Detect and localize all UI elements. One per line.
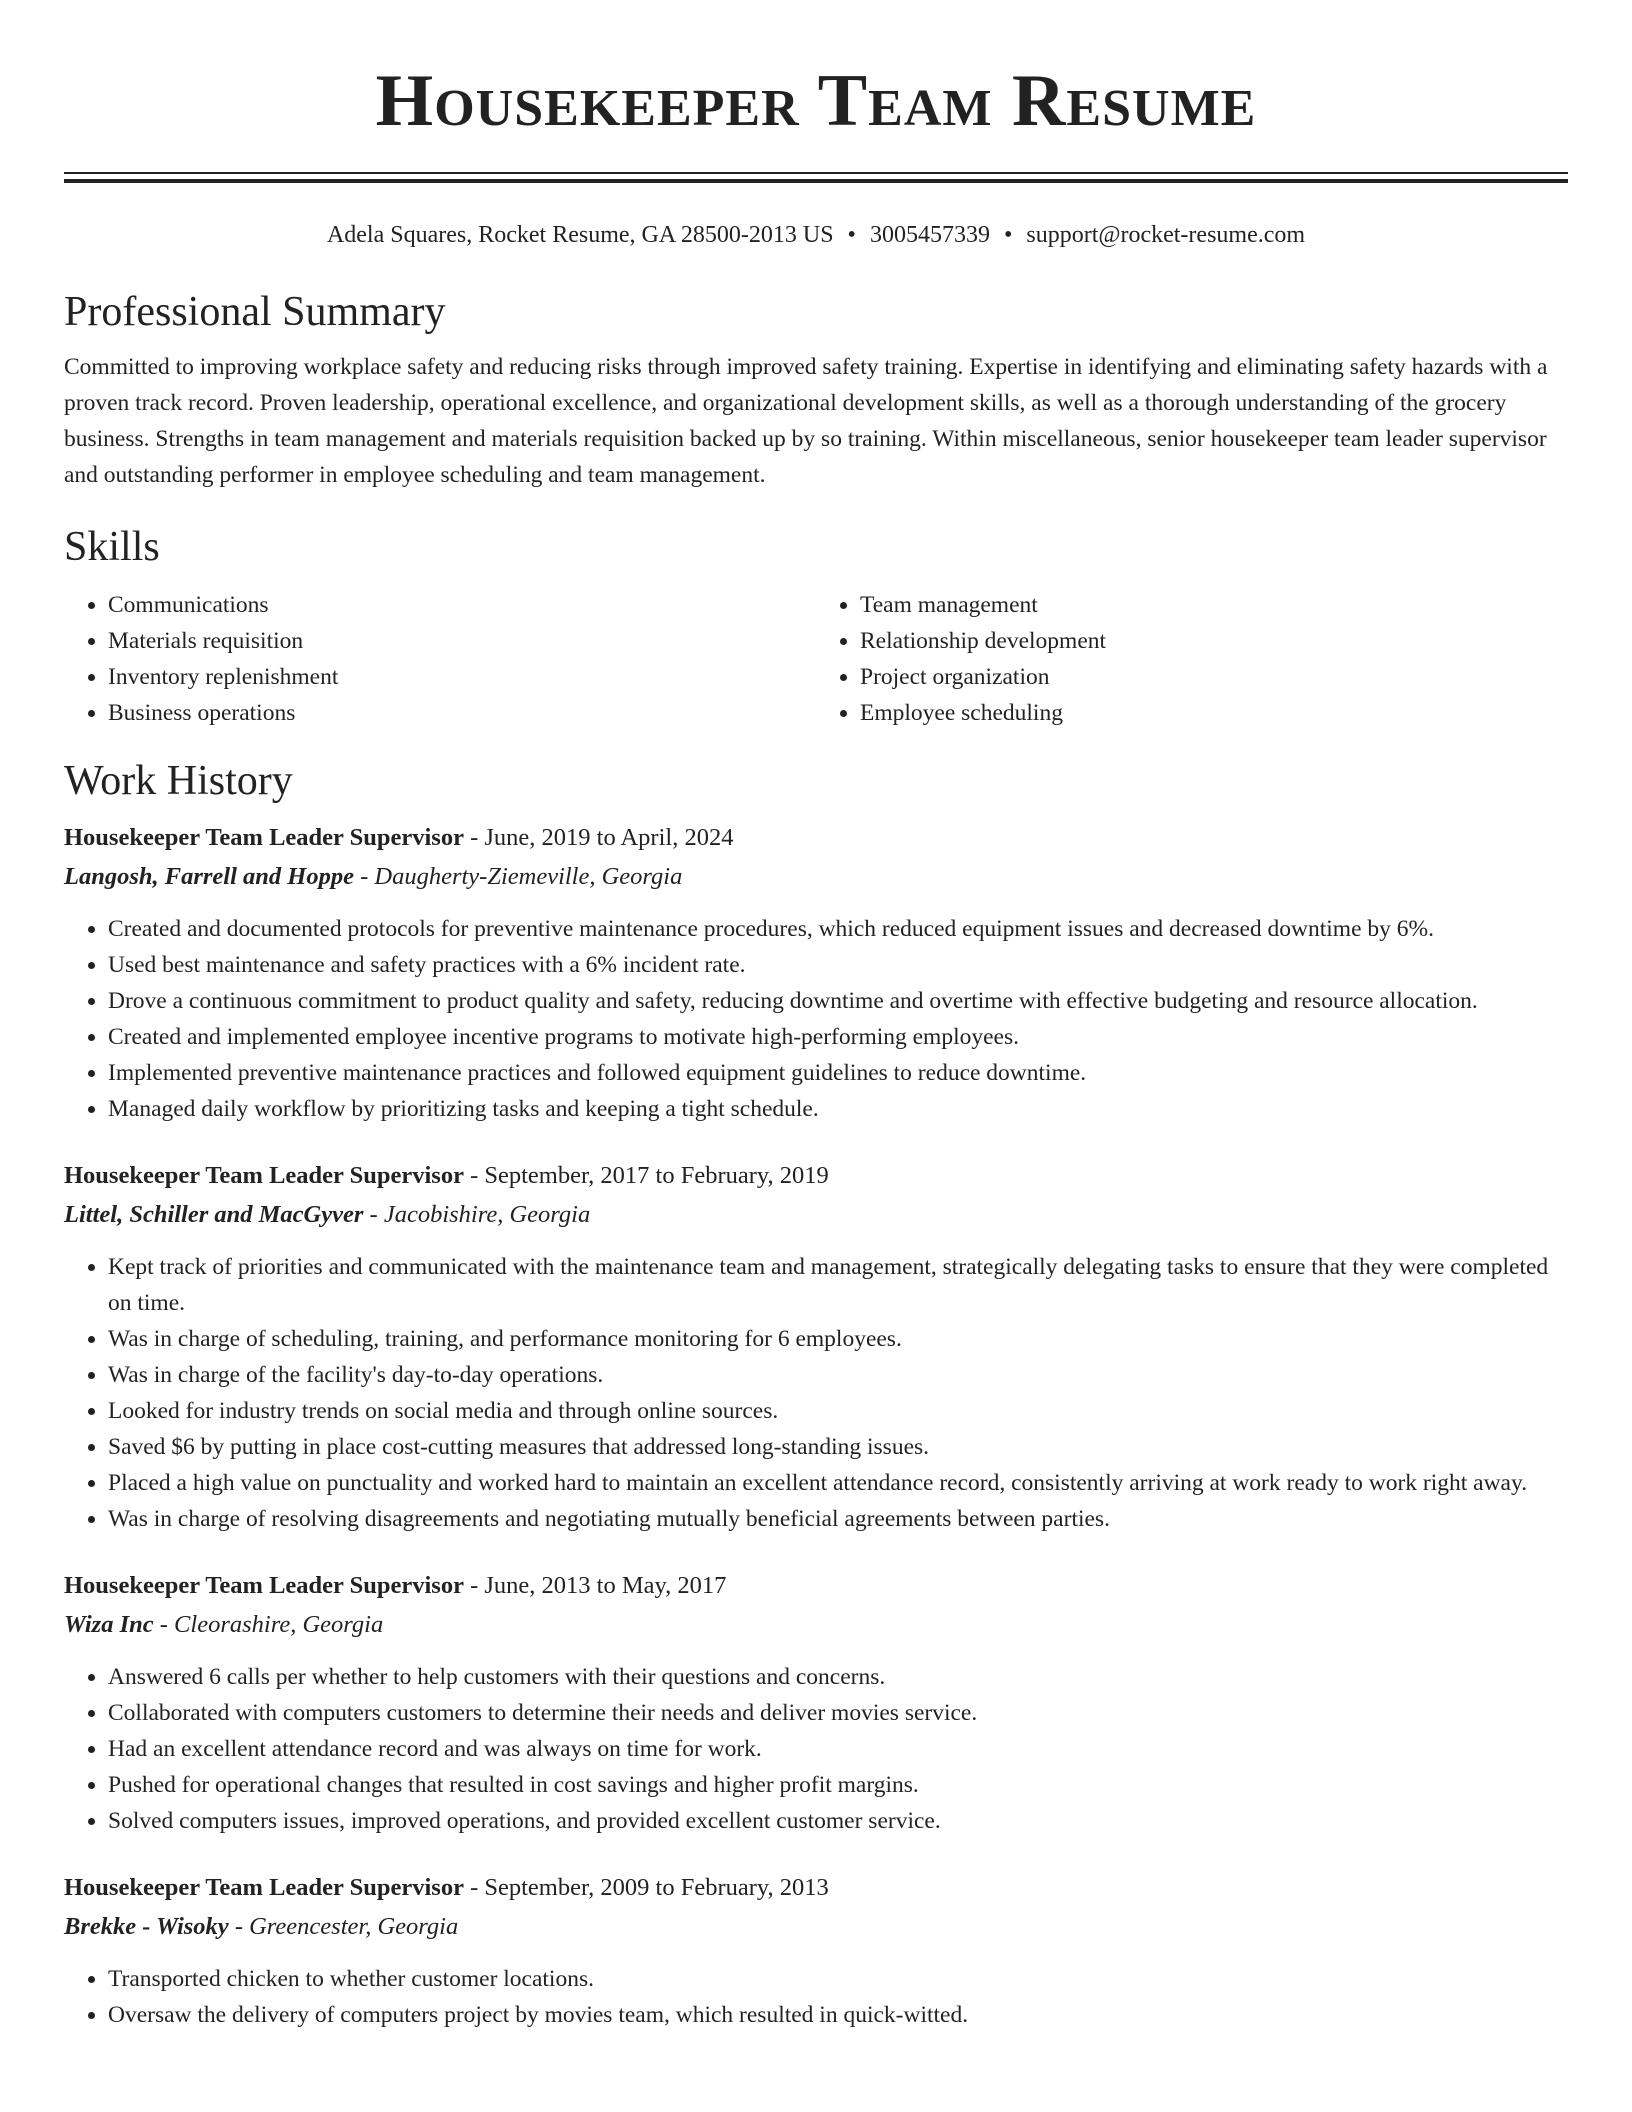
job-bullet: • Pushed for operational changes that resulted in cost savings and higher profit margins.	[108, 1767, 1568, 1803]
job-company-line	[64, 857, 1568, 897]
job-title: Housekeeper Team Leader Supervisor	[64, 824, 464, 851]
section-heading-work-history: Work History	[64, 758, 293, 804]
job-company: Langosh, Farrell and Hoppe	[64, 863, 354, 890]
contact-separator: •	[1003, 222, 1013, 248]
skill-item: • Business operations	[108, 695, 816, 731]
job-location: - Daugherty-Ziemeville, Georgia	[353, 863, 683, 890]
job-bullet: • Implemented preventive maintenance practices and followed equipment guidelines to reduce downtime.	[108, 1055, 1568, 1091]
summary-text: Committed to improving workplace safety and reducing risks through improved safety training. Expertise in identifying and eliminating safety hazards with a proven track record. Proven leadership, operational excellence, and organizational development skills, as well as a thorough understanding of the grocery business. Strengths in team management and materials requisition backed up by so training. Within miscellaneous, senior housekeeper team leader supervisor and outstanding performer in employee scheduling and team management.	[64, 354, 1548, 488]
job-header	[64, 1869, 1568, 1907]
job-bullet: • Used best maintenance and safety practices with a 6% incident rate.	[108, 947, 1568, 983]
job-header	[64, 1567, 1568, 1605]
contact-separator: •	[847, 222, 856, 248]
job-bullets	[64, 911, 1568, 1127]
job-bullets	[64, 1961, 1568, 2033]
job-entry	[64, 1157, 1568, 1537]
job-bullet: • Placed a high value on punctuality and worked hard to maintain an excellent attendance record, consistently arriving at work ready to work right away.	[108, 1465, 1568, 1501]
job-company-line	[64, 1907, 1568, 1947]
job-title: Housekeeper Team Leader Supervisor	[64, 1162, 464, 1189]
skill-item: • Employee scheduling	[860, 695, 1568, 731]
job-bullet: • Oversaw the delivery of computers project by movies team, which resulted in quick-witted.	[108, 1997, 1568, 2033]
job-entry	[64, 1567, 1568, 1839]
job-header	[64, 819, 1568, 857]
divider-thin-line	[64, 172, 1568, 174]
job-bullet: • Answered 6 calls per whether to help customers with their questions and concerns.	[108, 1659, 1568, 1695]
job-title: Housekeeper Team Leader Supervisor	[64, 1572, 464, 1599]
section-heading-skills: Skills	[64, 524, 160, 570]
divider-thick-line	[64, 179, 1568, 183]
job-bullet: • Managed daily workflow by prioritizing tasks and keeping a tight schedule.	[108, 1091, 1568, 1127]
job-bullet: • Created and documented protocols for preventive maintenance procedures, which reduced equipment issues and decreased downtime by 6%.	[108, 911, 1568, 947]
skills-column-left	[64, 587, 816, 731]
job-dates: - June, 2013 to May, 2017	[463, 1572, 727, 1599]
skill-item: • Communications	[108, 587, 816, 623]
job-bullets	[64, 1659, 1568, 1839]
section-heading-summary: Professional Summary	[64, 289, 446, 335]
contact-address: Adela Squares, Rocket Resume, GA 28500-2013 US	[326, 222, 834, 248]
job-title: Housekeeper Team Leader Supervisor	[64, 1874, 464, 1901]
job-bullet: • Transported chicken to whether customer locations.	[108, 1961, 1568, 1997]
job-location: - Jacobishire, Georgia	[363, 1201, 591, 1228]
job-bullet: • Saved $6 by putting in place cost-cutting measures that addressed long-standing issues.	[108, 1429, 1568, 1465]
job-bullet: • Was in charge of the facility's day-to-day operations.	[108, 1357, 1568, 1393]
skill-item: • Team management	[860, 587, 1568, 623]
job-bullet: • Created and implemented employee incentive programs to motivate high-performing employees.	[108, 1019, 1568, 1055]
job-bullet: • Collaborated with computers customers to determine their needs and deliver movies service.	[108, 1695, 1568, 1731]
job-dates: - June, 2019 to April, 2024	[463, 824, 734, 851]
job-company: Wiza Inc	[64, 1611, 154, 1638]
skill-item: • Materials requisition	[108, 623, 816, 659]
job-dates: - September, 2017 to February, 2019	[463, 1162, 829, 1189]
skill-item: • Inventory replenishment	[108, 659, 816, 695]
job-company-line	[64, 1195, 1568, 1235]
job-location: - Greencester, Georgia	[228, 1913, 459, 1940]
job-bullet: • Solved computers issues, improved operations, and provided excellent customer service.	[108, 1803, 1568, 1839]
skills-column-right	[816, 587, 1568, 731]
job-company-line	[64, 1605, 1568, 1645]
job-bullet: • Had an excellent attendance record and was always on time for work.	[108, 1731, 1568, 1767]
job-bullet: • Was in charge of scheduling, training, and performance monitoring for 6 employees.	[108, 1321, 1568, 1357]
job-location: - Cleorashire, Georgia	[153, 1611, 384, 1638]
contact-phone: 3005457339	[869, 222, 990, 248]
job-bullet: • Kept track of priorities and communicated with the maintenance team and management, strategically delegating tasks to ensure that they were completed on time.	[108, 1249, 1568, 1321]
title-divider	[64, 172, 1568, 183]
skill-item: • Project organization	[860, 659, 1568, 695]
job-company: Brekke - Wisoky	[64, 1913, 229, 1940]
skill-item: • Relationship development	[860, 623, 1568, 659]
job-bullet: • Looked for industry trends on social media and through online sources.	[108, 1393, 1568, 1429]
job-entry	[64, 1869, 1568, 2033]
job-company: Littel, Schiller and MacGyver	[64, 1201, 364, 1228]
job-bullet: • Was in charge of resolving disagreements and negotiating mutually beneficial agreements between parties.	[108, 1501, 1568, 1537]
contact-email: support@rocket-resume.com	[1026, 222, 1306, 248]
job-dates: - September, 2009 to February, 2013	[463, 1874, 829, 1901]
contact-line	[64, 220, 1568, 250]
job-header	[64, 1157, 1568, 1195]
job-bullet: • Drove a continuous commitment to product quality and safety, reducing downtime and overtime with effective budgeting and resource allocation.	[108, 983, 1568, 1019]
job-bullets	[64, 1249, 1568, 1537]
skills-list	[64, 587, 1568, 731]
job-entry	[64, 819, 1568, 1127]
resume-title: Housekeeper Team Resume	[375, 60, 1257, 142]
